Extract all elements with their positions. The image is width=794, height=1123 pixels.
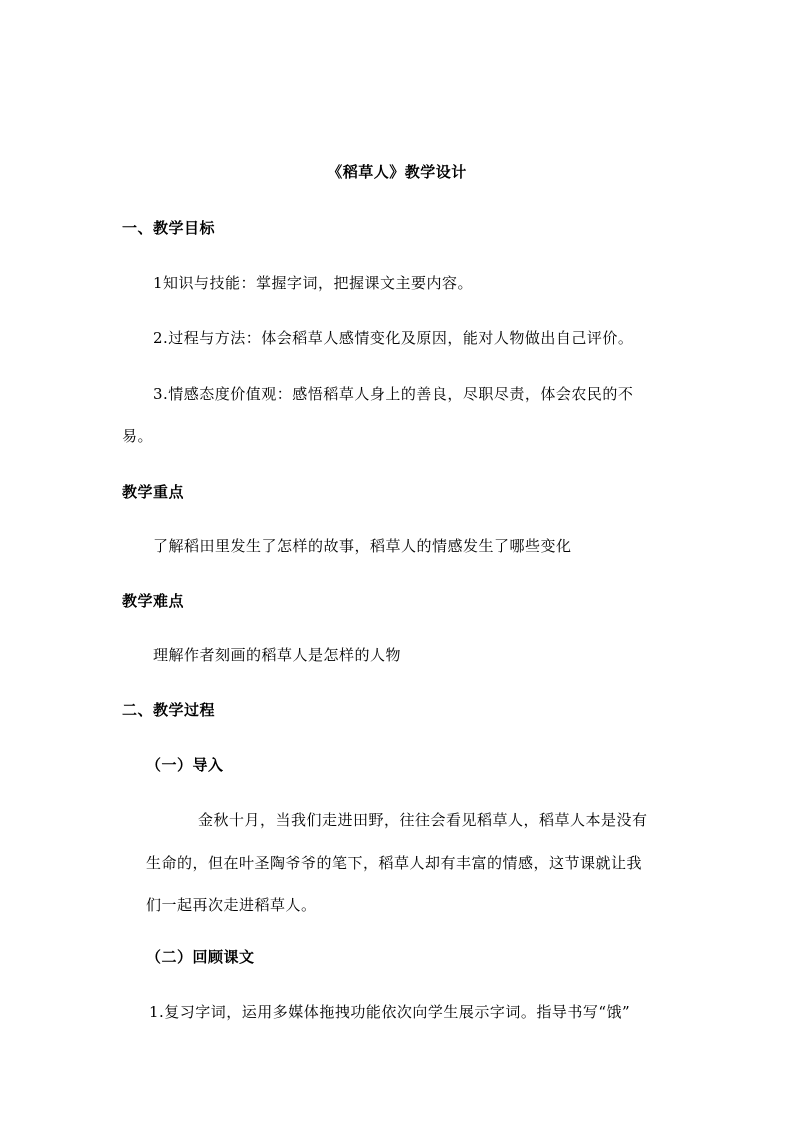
difficult-points-text: 理解作者刻画的稻草人是怎样的人物	[153, 646, 402, 664]
key-points-text: 了解稻田里发生了怎样的故事，稻草人的情感发生了哪些变化	[153, 537, 572, 555]
document-title: 《稻草人》教学设计	[327, 163, 467, 181]
goal-emotion-line2: 易。	[122, 427, 154, 445]
goal-knowledge: 1知识与技能：掌握字词，把握课文主要内容。	[153, 274, 474, 292]
intro-line1: 金秋十月，当我们走进田野，往往会看见稻草人，稻草人本是没有	[198, 811, 648, 829]
section1-heading: 一、教学目标	[122, 219, 216, 237]
intro-line2: 生命的，但在叶圣陶爷爷的笔下，稻草人却有丰富的情感，这节课就让我	[146, 854, 643, 872]
intro-heading: （一）导入	[146, 756, 224, 774]
goal-emotion-line1: 3.情感态度价值观：感悟稻草人身上的善良，尽职尽责，体会农民的不	[153, 385, 634, 403]
review-line1: 1.复习字词，运用多媒体拖拽功能依次向学生展示字词。指导书写“饿”	[149, 1003, 631, 1021]
key-points-heading: 教学重点	[122, 483, 185, 501]
difficult-points-heading: 教学难点	[122, 592, 185, 610]
section2-heading: 二、教学过程	[122, 701, 216, 719]
review-heading: （二）回顾课文	[146, 948, 255, 966]
intro-line3: 们一起再次走进稻草人。	[146, 896, 317, 914]
goal-process: 2.过程与方法：体会稻草人感情变化及原因，能对人物做出自己评价。	[153, 329, 634, 347]
